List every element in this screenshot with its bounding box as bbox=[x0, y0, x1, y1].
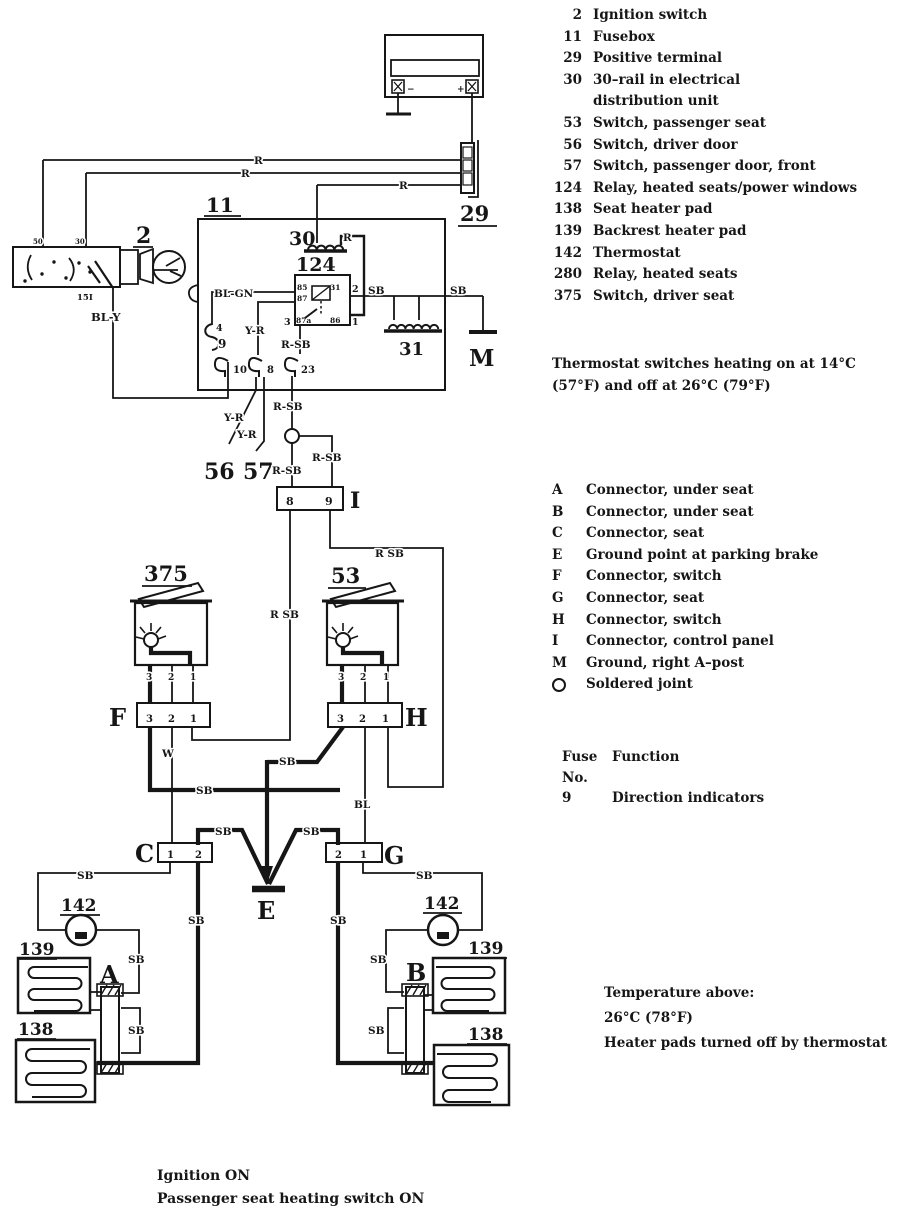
ignition-attach bbox=[120, 250, 138, 284]
legend-item-375 bbox=[552, 286, 897, 308]
thermostat-142-right-contact bbox=[437, 932, 449, 939]
comp-31: 31 bbox=[399, 339, 425, 360]
comp-139-right: 139 bbox=[468, 939, 504, 959]
ignition-contact-diag bbox=[88, 261, 113, 288]
conn-f-label: F bbox=[109, 703, 127, 732]
comp-124: 124 bbox=[296, 254, 336, 276]
legend-item-label: Switch, driver door bbox=[593, 136, 738, 153]
wire-w: W bbox=[162, 748, 174, 760]
temperature-note-line-3: Heater pads turned off by thermostat bbox=[604, 1035, 887, 1051]
fusebox-pin-23: 23 bbox=[301, 365, 315, 376]
legend-item-number: 30 bbox=[563, 71, 582, 88]
connector-item-G bbox=[552, 588, 897, 610]
connector-item-label: Connector, switch bbox=[586, 611, 722, 628]
connector-item-label: Ground point at parking brake bbox=[586, 546, 819, 563]
legend-item-number: 124 bbox=[553, 179, 582, 196]
connector-item-key: G bbox=[552, 589, 564, 606]
wire-y-r-3: Y-R bbox=[237, 429, 257, 441]
battery-plus: + bbox=[457, 85, 465, 95]
fuse-table-subheader bbox=[562, 768, 882, 789]
connector-item-I bbox=[552, 631, 897, 653]
connector-item-label: Ground, right A–post bbox=[586, 654, 745, 671]
footer-note-line-2: Passenger seat heating switch ON bbox=[157, 1190, 425, 1207]
conn-a-label: A bbox=[100, 960, 119, 989]
legend-item-number: 53 bbox=[563, 114, 582, 131]
relay-term-86: 86 bbox=[330, 316, 341, 325]
comp-142-left: 142 bbox=[61, 896, 97, 916]
fusebox-pin-8: 8 bbox=[267, 365, 274, 376]
conn-i-pin-8: 8 bbox=[286, 495, 294, 508]
legend-item-label: Seat heater pad bbox=[593, 201, 713, 218]
thermostat-note-line-2: (57°F) and off at 26°C (79°F) bbox=[552, 377, 771, 394]
wire-r-sb-1: R-SB bbox=[281, 339, 311, 351]
wire-r-sb-5: R SB bbox=[270, 609, 299, 621]
relay-coil-diagonal bbox=[312, 286, 330, 300]
legend-item-label: Positive terminal bbox=[593, 50, 723, 67]
wire-r-3: R bbox=[399, 180, 408, 192]
comp-56: 56 bbox=[204, 459, 235, 485]
relay-pin-2: 2 bbox=[352, 284, 359, 295]
connector-item-O bbox=[552, 674, 897, 700]
legend-item-number: 57 bbox=[563, 158, 582, 175]
legend-item-30 bbox=[552, 70, 897, 113]
soldered-joint-icon bbox=[552, 674, 586, 700]
connector-item-B bbox=[552, 502, 897, 524]
wire-bl-y: BL-Y bbox=[91, 310, 121, 324]
sb-branch-c2 bbox=[198, 830, 268, 884]
connector-item-key: F bbox=[552, 568, 562, 585]
wire-bl: BL bbox=[354, 799, 371, 811]
legend-item-label: Relay, heated seats bbox=[593, 266, 738, 283]
conn-e-label: E bbox=[257, 896, 276, 925]
legend-item-number: 375 bbox=[553, 287, 582, 304]
connector-item-label: Connector, under seat bbox=[586, 482, 754, 498]
conn-h-pin-2: 2 bbox=[359, 714, 366, 725]
legend-item-142 bbox=[552, 243, 897, 265]
relay-term-85: 85 bbox=[297, 283, 308, 292]
conn-f-pin-1: 1 bbox=[190, 714, 197, 725]
comp-30: 30 bbox=[289, 228, 316, 250]
connector-item-key: I bbox=[552, 633, 559, 650]
legend-item-number: 56 bbox=[563, 136, 582, 153]
wire-y-r-1: Y-R bbox=[245, 325, 265, 337]
wire-sb-8: SB bbox=[416, 870, 433, 882]
relay-pin-1: 1 bbox=[352, 317, 359, 328]
legend-item-57 bbox=[552, 156, 897, 178]
wire-sb-1: SB bbox=[368, 285, 385, 297]
wire-sb-12: SB bbox=[370, 954, 387, 966]
conn-c-pin-1: 1 bbox=[167, 850, 174, 861]
legend-item-label: 30–rail in electrical distribution unit bbox=[593, 71, 741, 110]
relay-term-87: 87 bbox=[297, 294, 308, 303]
legend-item-label: Relay, heated seats/power windows bbox=[593, 179, 858, 196]
ignition-box bbox=[13, 247, 120, 287]
comp-142-right: 142 bbox=[424, 894, 460, 914]
conn-g-label: G bbox=[384, 841, 405, 870]
fusebox-pin-10-hook bbox=[215, 358, 228, 377]
rail-31-coil bbox=[389, 325, 438, 329]
comp-138-right: 138 bbox=[468, 1025, 504, 1045]
ign-term-30: 30 bbox=[75, 237, 85, 246]
legend-item-label: Switch, passenger door, front bbox=[593, 158, 816, 175]
comp-375: 375 bbox=[144, 561, 188, 586]
thermostat-note bbox=[552, 354, 882, 397]
connector-item-label: Connector, switch bbox=[586, 568, 722, 585]
wire-r-sb-4: R-SB bbox=[272, 465, 302, 477]
wire-sb-13: SB bbox=[128, 1025, 145, 1037]
pad-138-right-element bbox=[437, 1054, 497, 1102]
soldered-joint-circle bbox=[285, 429, 299, 443]
fuse-table bbox=[562, 747, 882, 809]
connector-legend bbox=[552, 480, 897, 700]
legend-item-280 bbox=[552, 264, 897, 286]
connector-item-C bbox=[552, 523, 897, 545]
fuse-table-header bbox=[562, 747, 882, 768]
terminal-29-cell-2 bbox=[463, 160, 472, 171]
conn-h-pin-3: 3 bbox=[337, 714, 344, 725]
conn-g-pin-2: 2 bbox=[335, 850, 342, 861]
wire-top-r-runs bbox=[43, 160, 461, 247]
legend-item-label: Fusebox bbox=[593, 28, 655, 45]
relay-term-87a: 87a bbox=[296, 316, 312, 325]
ign-term-15i: 15I bbox=[77, 293, 93, 303]
legend-item-124 bbox=[552, 178, 897, 200]
conn-g-pin-1: 1 bbox=[360, 850, 367, 861]
comp-53: 53 bbox=[331, 563, 361, 588]
temperature-note-line-2: 26°C (78°F) bbox=[604, 1010, 693, 1026]
conn-b-label: B bbox=[406, 958, 427, 987]
fuse-row-function: Direction indicators bbox=[612, 790, 765, 806]
conn-c-pin-2: 2 bbox=[195, 850, 202, 861]
battery-inner-band bbox=[391, 60, 479, 76]
pad-138-left-element bbox=[26, 1049, 90, 1097]
battery-minus: − bbox=[407, 85, 415, 95]
sw375-pin-1: 1 bbox=[190, 673, 197, 683]
ign-term-50: 50 bbox=[33, 237, 43, 246]
legend-item-53 bbox=[552, 113, 897, 135]
conn-f-pin-2: 2 bbox=[168, 714, 175, 725]
wire-sb-3: SB bbox=[196, 785, 213, 797]
connector-item-key: H bbox=[552, 611, 565, 628]
switch-53-lamp-rays bbox=[328, 623, 358, 639]
connector-item-key: M bbox=[552, 654, 567, 671]
relay-pin-3: 3 bbox=[284, 317, 291, 328]
terminal-29-cell-3 bbox=[463, 173, 472, 185]
legend-item-56 bbox=[552, 135, 897, 157]
wire-sb-9: SB bbox=[188, 915, 205, 927]
wire-r-4: R bbox=[343, 232, 352, 244]
comp-29: 29 bbox=[460, 201, 490, 226]
comp-57: 57 bbox=[243, 459, 274, 485]
fusebox-pin-23-hook bbox=[285, 358, 298, 377]
connector-item-F bbox=[552, 566, 897, 588]
comp-138-left: 138 bbox=[18, 1020, 54, 1040]
fuse-pin-4: 4 bbox=[216, 323, 223, 334]
wire-r-sb-3: R-SB bbox=[312, 452, 342, 464]
key-barrel-slot bbox=[154, 258, 181, 276]
conn-i-pin-9: 9 bbox=[325, 495, 333, 508]
comp-11: 11 bbox=[206, 193, 234, 217]
sw53-pin-1: 1 bbox=[383, 673, 390, 683]
legend-item-139 bbox=[552, 221, 897, 243]
wire-sb-7: SB bbox=[77, 870, 94, 882]
wire-sb-4: SB bbox=[279, 756, 296, 768]
connector-item-H bbox=[552, 610, 897, 632]
heater-group bbox=[16, 915, 509, 1105]
ignition-contact-dots bbox=[23, 260, 91, 282]
conn-h-label: H bbox=[405, 703, 428, 732]
connector-item-key: A bbox=[552, 482, 563, 498]
conn-i-label: I bbox=[350, 488, 361, 514]
wire-r-sb-6: R SB bbox=[375, 548, 404, 560]
wire-sb-11: SB bbox=[128, 954, 145, 966]
sb-run-f3 bbox=[150, 727, 340, 790]
sw53-pin-3: 3 bbox=[338, 673, 345, 683]
wire-r-sb-2: R-SB bbox=[273, 401, 303, 413]
wire-y-r-2: Y-R bbox=[224, 412, 244, 424]
connector-item-label: Connector, under seat bbox=[586, 503, 754, 520]
wire-r-2: R bbox=[241, 168, 250, 180]
ignition-switch-group bbox=[13, 247, 185, 288]
fuse-9: 9 bbox=[218, 337, 227, 351]
connector-item-key: C bbox=[552, 525, 563, 542]
battery-terminal-wires bbox=[398, 93, 472, 143]
legend-item-number: 139 bbox=[553, 222, 582, 239]
switch-53-lamp bbox=[336, 633, 350, 647]
connector-item-key: B bbox=[552, 503, 564, 520]
ignition-trapezoid bbox=[140, 249, 153, 283]
legend-item-label: Ignition switch bbox=[593, 7, 708, 23]
connector-item-key: E bbox=[552, 546, 563, 563]
switch-pin-wires bbox=[172, 665, 388, 703]
connector-item-label: Connector, seat bbox=[586, 589, 705, 606]
fuse-header-fuse: Fuse bbox=[562, 749, 598, 765]
conn-a-box bbox=[101, 987, 119, 1073]
fusebox-pin-8-hook bbox=[249, 358, 262, 377]
legend-item-11 bbox=[552, 27, 897, 49]
switch-53-box bbox=[327, 603, 398, 665]
sw375-pin-2: 2 bbox=[168, 673, 175, 683]
legend-item-29 bbox=[552, 48, 897, 70]
temperature-note bbox=[604, 981, 894, 1056]
legend-item-number: 11 bbox=[563, 28, 582, 45]
fuse-header-no: No. bbox=[562, 769, 588, 786]
connector-item-label: Soldered joint bbox=[586, 676, 693, 693]
legend-item-number: 142 bbox=[553, 244, 582, 261]
conn-b-box bbox=[406, 987, 424, 1073]
legend-item-2 bbox=[552, 5, 897, 27]
terminal-29-cell-1 bbox=[463, 147, 472, 158]
wire-sb-14: SB bbox=[368, 1025, 385, 1037]
thermostat-142-right bbox=[428, 915, 458, 945]
fuse-header-function: Function bbox=[612, 749, 680, 765]
thermostat-142-left-contact bbox=[75, 932, 87, 939]
legend-item-label: Thermostat bbox=[593, 244, 681, 261]
legend-item-number: 2 bbox=[572, 7, 582, 23]
conn-f-pin-3: 3 bbox=[146, 714, 153, 725]
wire-r-1: R bbox=[254, 155, 263, 167]
legend-item-label: Backrest heater pad bbox=[593, 222, 747, 239]
sb-branch-g2 bbox=[269, 830, 338, 884]
wire-sb-2: SB bbox=[450, 285, 467, 297]
sw375-pin-3: 3 bbox=[146, 673, 153, 683]
wire-sb-10: SB bbox=[330, 915, 347, 927]
ground-m-label: M bbox=[469, 345, 495, 372]
thermostat-142-left bbox=[66, 915, 96, 945]
comp-139-left: 139 bbox=[19, 940, 55, 960]
wire-bl-y-path bbox=[113, 287, 228, 398]
sw53-pin-2: 2 bbox=[360, 673, 367, 683]
thermostat-note-line-1: Thermostat switches heating on at 14°C bbox=[552, 356, 856, 372]
connector-item-label: Connector, control panel bbox=[586, 633, 774, 650]
fuse-table-row bbox=[562, 788, 882, 809]
legend-item-label: Switch, driver seat bbox=[593, 287, 735, 304]
fusebox-wall-hook bbox=[189, 285, 198, 302]
footer-note bbox=[157, 1165, 557, 1210]
temperature-note-line-1: Temperature above: bbox=[604, 985, 755, 1001]
pad-139-left-element bbox=[29, 967, 89, 1011]
conn-h-pin-1: 1 bbox=[382, 714, 389, 725]
connector-item-label: Connector, seat bbox=[586, 525, 705, 542]
connector-item-E bbox=[552, 545, 897, 567]
fuse-row-number: 9 bbox=[562, 790, 572, 806]
wire-sb-5: SB bbox=[215, 826, 232, 838]
wire-bl-gn: BL-GN bbox=[214, 288, 254, 300]
switch-lamp-wires bbox=[150, 647, 382, 703]
wire-sb-6: SB bbox=[303, 826, 320, 838]
switch-375-lamp bbox=[144, 633, 158, 647]
legend-item-label: Switch, passenger seat bbox=[593, 114, 766, 131]
fuse-pin-10: 10 bbox=[233, 365, 247, 376]
legend-item-number: 29 bbox=[563, 50, 582, 67]
conn-c-label: C bbox=[135, 839, 155, 868]
relay-term-31: 31 bbox=[330, 283, 341, 292]
legend-item-138 bbox=[552, 199, 897, 221]
footer-note-line-1: Ignition ON bbox=[157, 1168, 251, 1184]
switch-375-lamp-rays bbox=[136, 623, 166, 639]
legend-components bbox=[552, 5, 897, 307]
connector-item-A bbox=[552, 480, 897, 502]
legend-item-number: 280 bbox=[553, 266, 582, 283]
connector-item-M bbox=[552, 653, 897, 675]
pad-139-right-element bbox=[436, 967, 495, 1011]
key-barrel-circle bbox=[153, 251, 185, 283]
wires-below-conn-i bbox=[192, 510, 443, 787]
comp-2: 2 bbox=[136, 223, 152, 249]
legend-item-number: 138 bbox=[553, 201, 582, 218]
